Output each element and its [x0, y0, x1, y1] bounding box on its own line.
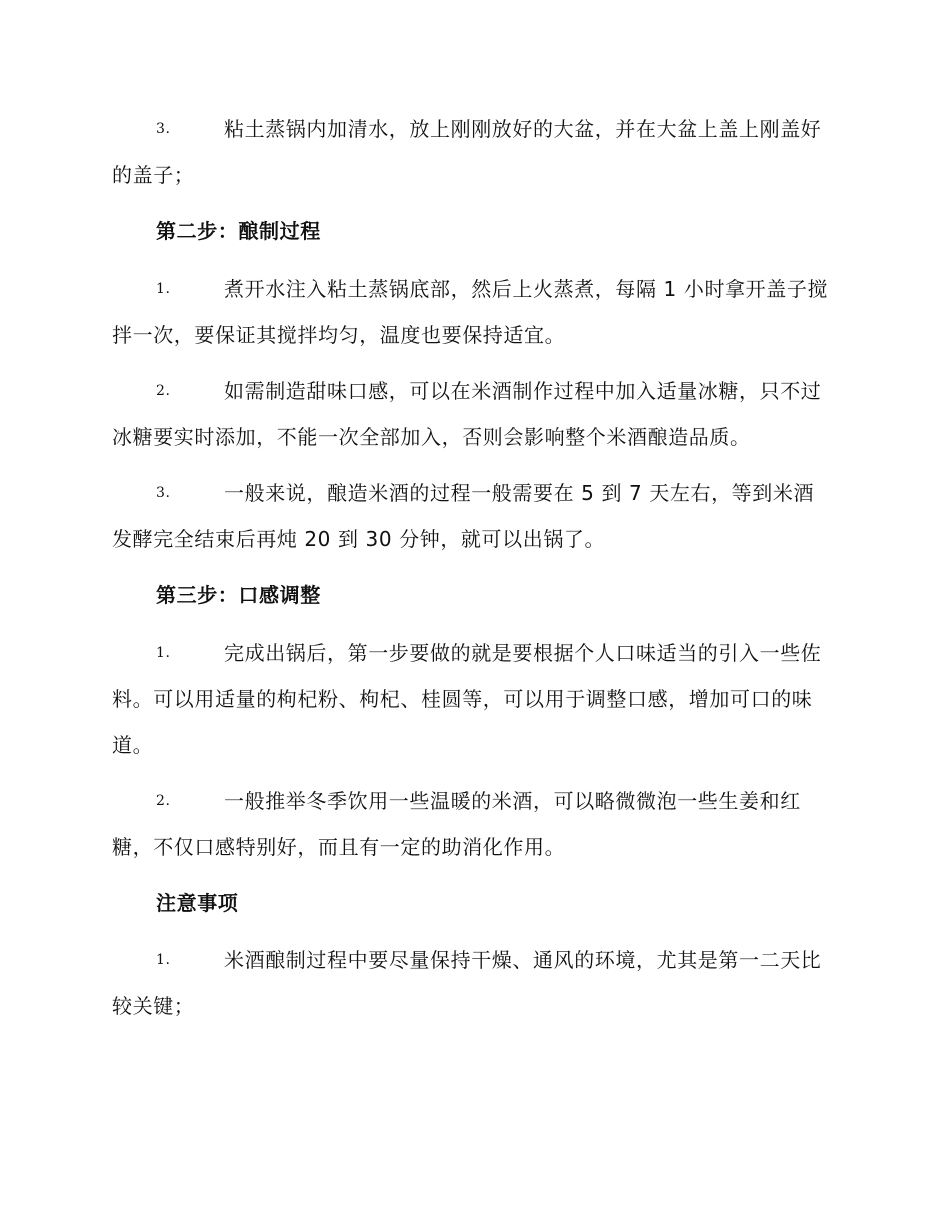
list-item-text: 一般推举冬季饮用一些温暖的米酒，可以略微微泡一些生姜和红糖，不仅口感特别好，而且有一定的助消化作用。 [112, 789, 801, 859]
list-number: 3. [156, 485, 171, 501]
list-item-step1-3 [112, 106, 834, 198]
section-heading-step2: 第二步：酿制过程 [156, 219, 321, 243]
list-item-text: 煮开水注入粘土蒸锅底部，然后上火蒸煮，每隔 1 小时拿开盖子搅拌一次，要保证其搅拌均匀，温度也要保持适宜。 [112, 277, 829, 347]
list-number: 1. [156, 645, 171, 661]
section-heading-step3: 第三步：口感调整 [156, 583, 321, 607]
list-item-step3-2 [112, 778, 834, 870]
list-number: 2. [156, 383, 171, 399]
list-item-text: 粘土蒸锅内加清水，放上刚刚放好的大盆，并在大盆上盖上刚盖好的盖子； [112, 117, 822, 187]
list-item-text: 一般来说，酿造米酒的过程一般需要在 5 到 7 天左右，等到米酒发酵完全结束后再炖 20 到 30 分钟，就可以出锅了。 [112, 481, 815, 551]
list-item-text: 如需制造甜味口感，可以在米酒制作过程中加入适量冰糖，只不过冰糖要实时添加，不能一次全部加入，否则会影响整个米酒酿造品质。 [112, 379, 822, 449]
list-item-step2-3 [112, 470, 834, 562]
list-number: 3. [156, 121, 171, 137]
list-number: 2. [156, 793, 171, 809]
list-item-notes-1 [112, 937, 834, 1029]
list-number: 1. [156, 281, 171, 297]
list-item-step3-1 [112, 630, 834, 768]
section-heading-notes: 注意事项 [156, 891, 239, 915]
list-item-text: 米酒酿制过程中要尽量保持干燥、通风的环境，尤其是第一二天比较关键； [112, 948, 822, 1018]
list-item-step2-2 [112, 368, 834, 460]
list-number: 1. [156, 952, 171, 968]
list-item-text: 完成出锅后，第一步要做的就是要根据个人口味适当的引入一些佐料。可以用适量的枸杞粉、枸杞、桂圆等，可以用于调整口感，增加可口的味道。 [112, 641, 822, 757]
list-item-step2-1 [112, 266, 834, 358]
